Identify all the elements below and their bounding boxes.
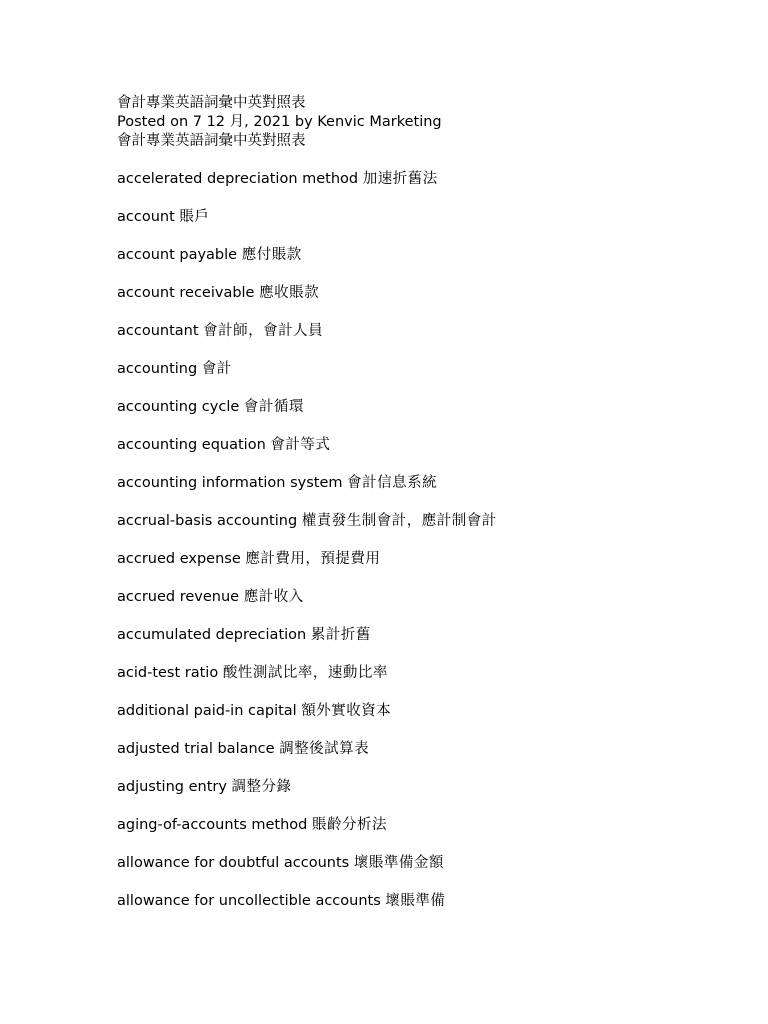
entry-translation: 會計師，會計人員 [203,323,324,339]
entry-term: account receivable [117,285,255,301]
entry-term: account payable [117,247,238,263]
glossary-entry [117,284,737,303]
glossary-entry [117,474,737,493]
entry-translation: 權責發生制會計，應計制會計 [301,513,497,529]
glossary-entry [117,816,737,835]
glossary-entry [117,778,737,797]
entry-term: accountant [117,323,199,339]
glossary-entry [117,740,737,759]
document-title: 會計專業英語詞彙中英對照表 [117,95,306,111]
glossary-entry [117,550,737,569]
entry-term: aging-of-accounts method [117,817,308,833]
entry-translation: 會計等式 [270,437,331,453]
glossary-entry [117,360,737,379]
glossary-list [117,170,737,911]
entry-term: adjusted trial balance [117,741,275,757]
entry-translation: 賬戶 [179,209,210,225]
entry-translation: 壞賬準備金額 [353,855,444,871]
document-page [117,94,737,930]
glossary-entry [117,436,737,455]
entry-term: accrued expense [117,551,241,567]
entry-translation: 會計信息系統 [347,475,438,491]
entry-term: allowance for doubtful accounts [117,855,350,871]
entry-term: accumulated depreciation [117,627,307,643]
entry-term: accounting cycle [117,399,240,415]
entry-term: accounting [117,361,198,377]
entry-translation: 應收賬款 [259,285,320,301]
entry-term: accelerated depreciation method [117,171,359,187]
entry-term: account [117,209,175,225]
glossary-entry [117,246,737,265]
glossary-entry [117,208,737,227]
entry-translation: 會計循環 [243,399,304,415]
glossary-entry [117,664,737,683]
entry-term: accounting information system [117,475,343,491]
entry-term: adjusting entry [117,779,227,795]
entry-translation: 賬齡分析法 [311,817,387,833]
entry-translation: 應付賬款 [241,247,302,263]
posted-line: Posted on 7 12 月, 2021 by Kenvic Marketing [117,114,442,130]
entry-translation: 應計收入 [243,589,304,605]
entry-term: additional paid-in capital [117,703,297,719]
entry-translation: 酸性測試比率，速動比率 [222,665,388,681]
entry-translation: 調整後試算表 [279,741,370,757]
entry-translation: 會計 [201,361,232,377]
entry-term: accrued revenue [117,589,240,605]
entry-translation: 調整分錄 [231,779,292,795]
entry-translation: 累計折舊 [310,627,371,643]
glossary-entry [117,512,737,531]
glossary-entry [117,588,737,607]
entry-translation: 壞賬準備 [385,893,446,909]
glossary-entry [117,892,737,911]
glossary-entry [117,170,737,189]
document-subtitle: 會計專業英語詞彙中英對照表 [117,133,306,149]
entry-term: acid-test ratio [117,665,219,681]
glossary-entry [117,854,737,873]
entry-term: accrual-basis accounting [117,513,298,529]
glossary-entry [117,626,737,645]
entry-translation: 應計費用，預提費用 [245,551,381,567]
entry-term: accounting equation [117,437,266,453]
glossary-entry [117,322,737,341]
entry-translation: 加速折舊法 [362,171,438,187]
glossary-entry [117,398,737,417]
entry-translation: 額外實收資本 [301,703,392,719]
glossary-entry [117,702,737,721]
entry-term: allowance for uncollectible accounts [117,893,381,909]
